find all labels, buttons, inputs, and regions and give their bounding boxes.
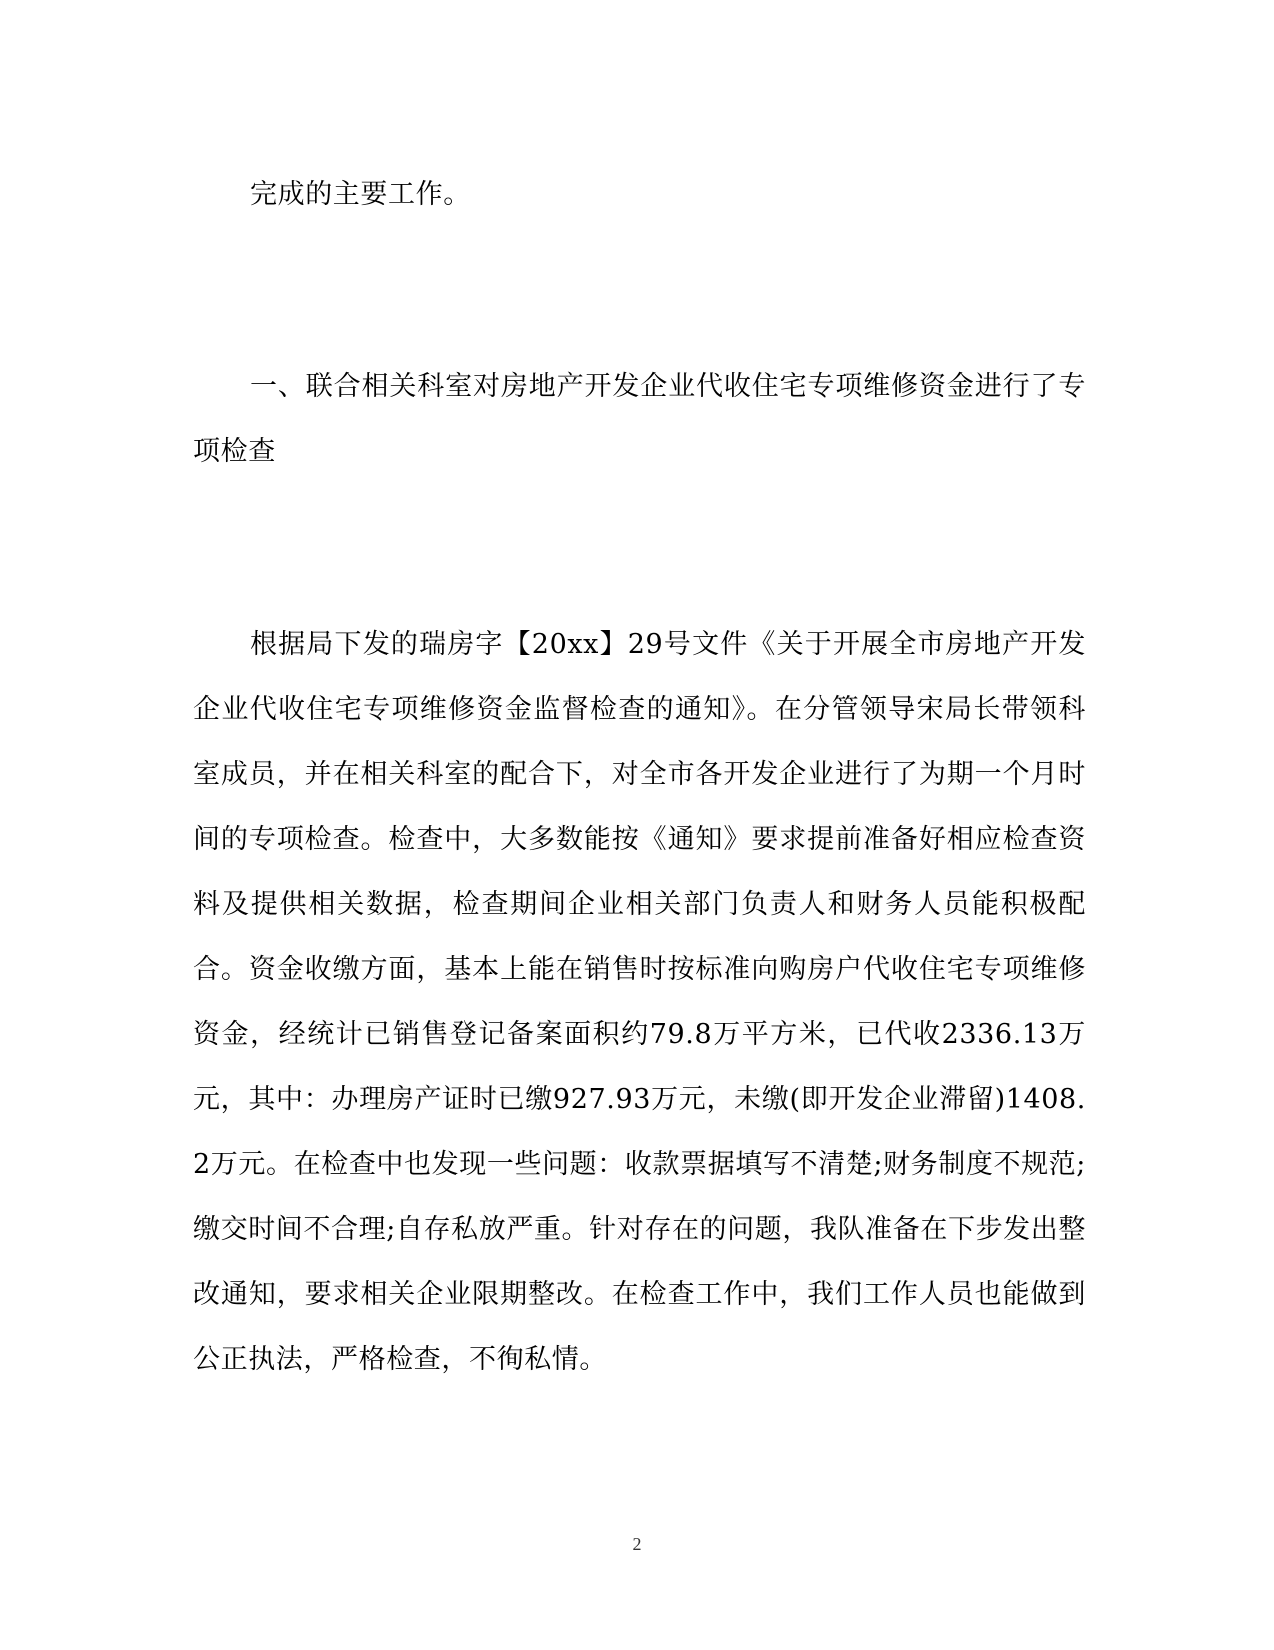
page-number: 2 <box>632 1534 642 1554</box>
section-heading-1: 一、联合相关科室对房地产开发企业代收住宅专项维修资金进行了专项检查 <box>193 371 1086 467</box>
paragraph-intro-line: 完成的主要工作。 <box>250 179 471 210</box>
paragraph-body: 根据局下发的瑞房字【20xx】29号文件《关于开展全市房地产开发企业代收住宅专项维修资金监督检查的通知》。在分管领导宋局长带领科室成员，并在相关科室的配合下，对全市各开发企业进行了为期一个月时间的专项检查。检查中，大多数能按《通知》要求提前准备好相应检查资料及提供相关数据，检查期间企业相关部门负责人和财务人员能积极配合。资金收缴方面，基本上能在销售时按标准向购房户代收住宅专项维修资金，经统计已销售登记备案面积约79.8万平方米，已代收2336.13万元，其中：办理房产证时已缴927.93万元，未缴(即开发企业滞留)1408.2万元。在检查中也发现一些问题：收款票据填写不清楚;财务制度不规范;缴交时间不合理;自存私放严重。针对存在的问题，我队准备在下步发出整改通知，要求相关企业限期整改。在检查工作中，我们工作人员也能做到公正执法，严格检查，不徇私情。 <box>193 629 1086 1375</box>
